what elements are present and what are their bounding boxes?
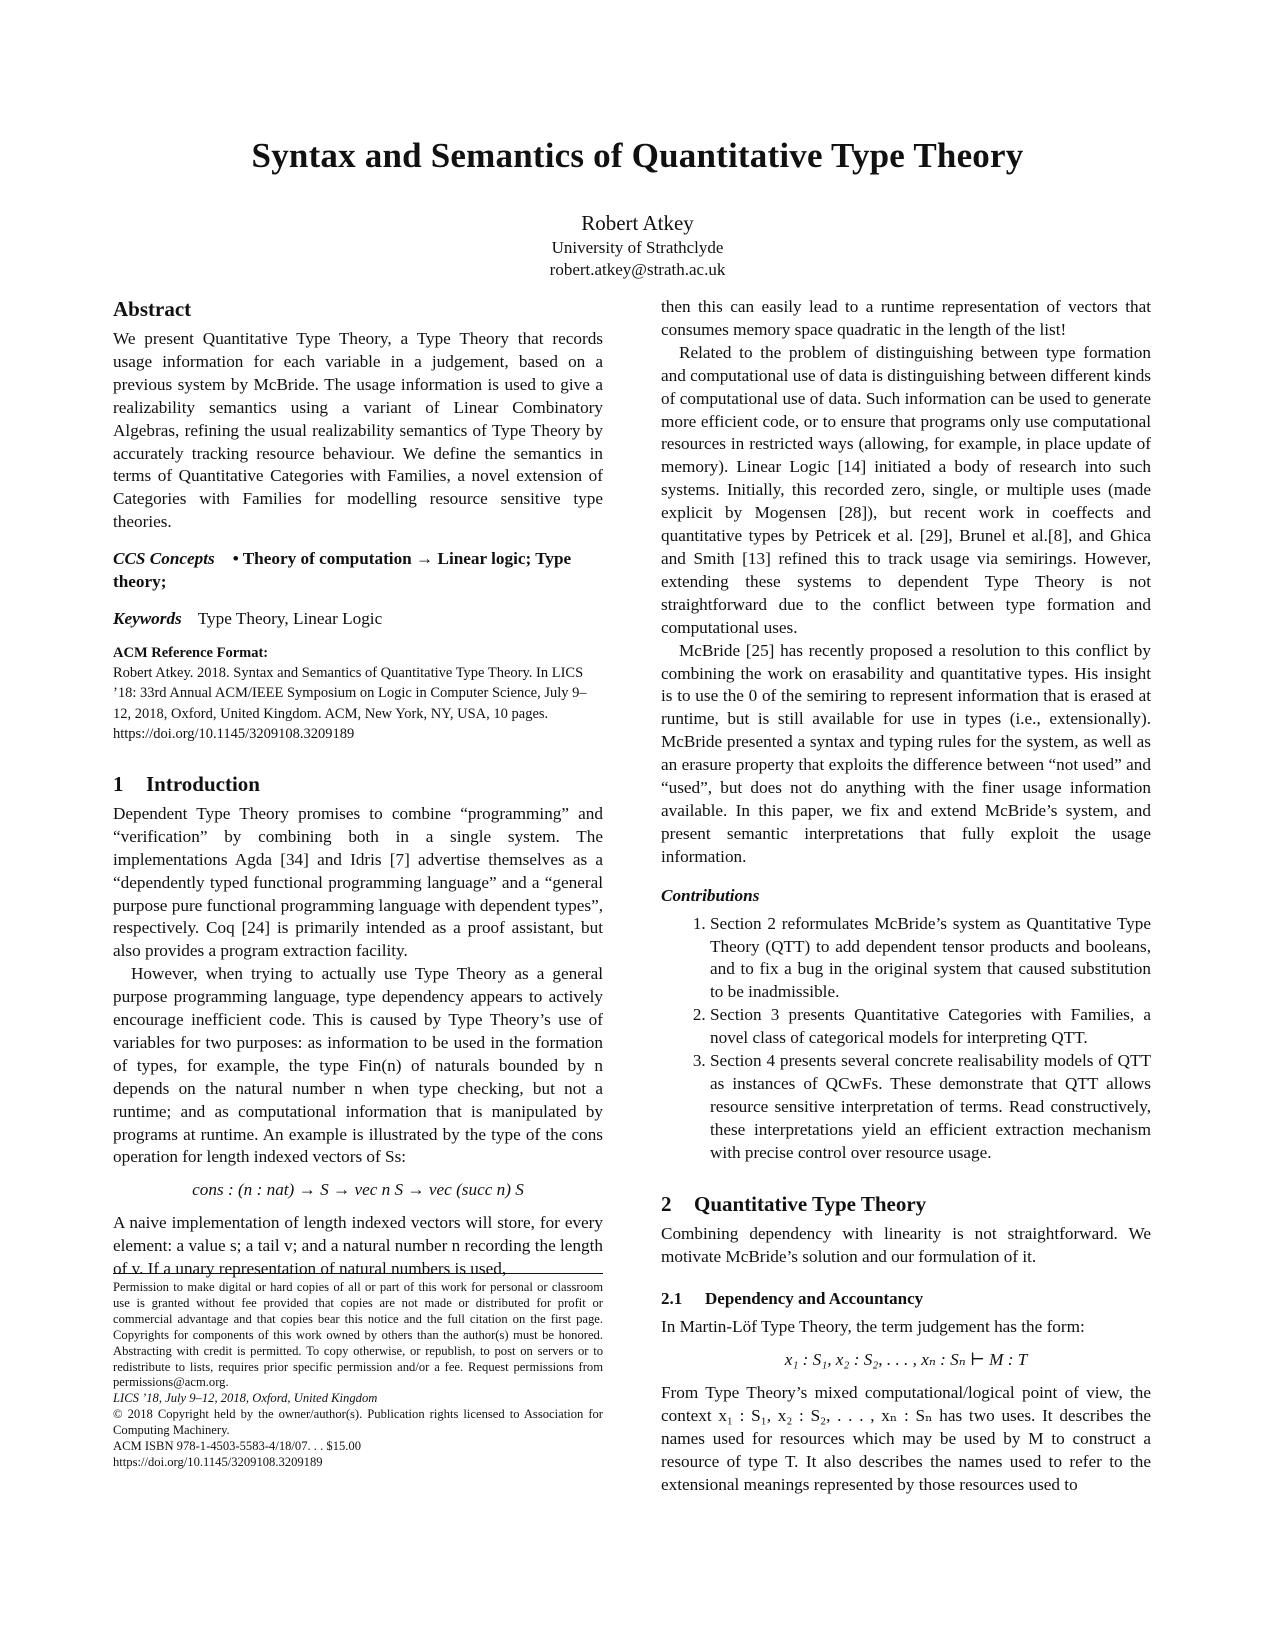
- cons-equation: cons : (n : nat) → S → vec n S → vec (succ n) S: [192, 1180, 524, 1200]
- left-column: [113, 296, 603, 1281]
- ccs-label: CCS Concepts: [113, 549, 215, 569]
- judgement-equation: x₁ : S₁, x₂ : S₂, . . . , xₙ : Sₙ ⊢ M : T: [784, 1350, 1028, 1370]
- contributions-heading: Contributions: [661, 885, 760, 905]
- section-2-paragraph-2: In Martin-Löf Type Theory, the term judgement has the form:: [661, 1317, 1085, 1337]
- permission-footnote: [113, 1273, 603, 1471]
- ccs-items: • Theory of computation → Linear logic; Type theory;: [113, 549, 572, 592]
- right-column: [661, 296, 1151, 1497]
- section-1-number: 1: [113, 771, 124, 796]
- contribution-item: 3. Section 4 presents several concrete realisability models of QTT as instances of QCwFs. These demonstrate that QTT allows resource sensitive interpretation of terms. Read constructively, these interpretations yield an efficient extraction mechanism with precise control over resource usage.: [710, 1050, 1151, 1165]
- acm-reference: [113, 644, 603, 745]
- subsection-2-1-heading: [661, 1288, 1151, 1310]
- intro-paragraph-3: A naive implementation of length indexed vectors will store, for every element: a value s; a tail v; and a natural number n recording the length of v. If a unary representation of natural numbers is used,: [113, 1213, 603, 1279]
- author-affiliation: University of Strathclyde: [551, 238, 724, 257]
- paper-title: Syntax and Semantics of Quantitative Type Theory: [251, 136, 1024, 175]
- ccs-concepts: [113, 548, 603, 594]
- footnote-copyright: © 2018 Copyright held by the owner/author(s). Publication rights licensed to Association for Computing Machinery.: [113, 1407, 603, 1438]
- section-1-title: Introduction: [146, 771, 260, 796]
- subsection-2-1-title: Dependency and Accountancy: [705, 1289, 924, 1309]
- section-2-paragraph-3: From Type Theory’s mixed computational/logical point of view, the context x₁ : S₁, x₂ : S₂, . . . , xₙ : Sₙ has two uses. It describes the names used for resources which may be used by M to construct a resource of type T. It also describes the names used to refer to the extensional meanings represented by those resources used to: [661, 1383, 1151, 1494]
- abstract-text: We present Quantitative Type Theory, a Type Theory that records usage information for each variable in a judgement, based on a previous system by McBride. The usage information is used to give a realizability semantics using a variant of Linear Combinatory Algebras, refining the usual realizability semantics of Type Theory by accurately tracking resource behaviour. We define the semantics in terms of Quantitative Categories with Families, a novel extension of Categories with Families for modelling resource sensitive type theories.: [113, 329, 603, 532]
- section-1-heading: [113, 771, 603, 798]
- section-2-paragraph-1: Combining dependency with linearity is not straightforward. We motivate McBride’s solution and our formulation of it.: [661, 1223, 1151, 1266]
- footnote-venue: LICS ’18, July 9–12, 2018, Oxford, United Kingdom: [113, 1391, 378, 1406]
- section-2-heading: [661, 1191, 1151, 1218]
- keywords-label: Keywords: [113, 608, 182, 628]
- section-2-title: Quantitative Type Theory: [694, 1191, 927, 1216]
- intro-paragraph-5: Related to the problem of distinguishing between type formation and computational use of data is distinguishing between different kinds of computational use of data. Such information can be used to generate more efficient code, or to ensure that programs only use computational resources in restricted ways (allowing, for example, in place update of memory). Linear Logic [14] initiated a body of research into such systems. Initially, this recorded zero, single, or multiple uses (made explicit by Mogensen [28]), but recent work in coeffects and quantitative types by Petricek et al. [29], Brunel et al.[8], and Ghica and Smith [13] refined this to track usage via semirings. However, extending these systems to dependent Type Theory is not straightforward due to the conflict between type formation and computational uses.: [661, 342, 1151, 637]
- section-2-number: 2: [661, 1191, 672, 1216]
- author-email: robert.atkey@strath.ac.uk: [549, 260, 726, 279]
- keywords-items: Type Theory, Linear Logic: [197, 608, 383, 628]
- intro-paragraph-1: Dependent Type Theory promises to combine “programming” and “verification” by combining both in a single system. The implementations Agda [34] and Idris [7] advertise themselves as a “dependently typed functional programming language” and a “general purpose pure functional programming language with dependent types”, respectively. Coq [24] is primarily intended as a proof assistant, but also provides a program extraction facility.: [113, 803, 603, 961]
- acm-reference-doi[interactable]: https://doi.org/10.1145/3209108.3209189: [113, 726, 355, 743]
- author-block: [0, 210, 1275, 281]
- footnote-permission: Permission to make digital or hard copies of all or part of this work for personal or classroom use is granted without fee provided that copies are not made or distributed for profit or commercial advantage and that copies bear this notice and the full citation on the first page. Copyrights for components of this work owned by others than the author(s) must be honored. Abstracting with credit is permitted. To copy otherwise, or republish, to post on servers or to redistribute to lists, requires prior specific permission and/or a fee. Request permissions from permissions@acm.org.: [113, 1280, 603, 1390]
- acm-reference-label: ACM Reference Format:: [113, 644, 269, 661]
- author-name: Robert Atkey: [581, 211, 694, 235]
- acm-reference-text: Robert Atkey. 2018. Syntax and Semantics of Quantitative Type Theory. In LICS ’18: 33rd Annual ACM/IEEE Symposium on Logic in Computer Science, July 9–12, 2018, Oxford, United Kingdom. ACM, New York, NY, USA, 10 pages.: [113, 664, 587, 722]
- abstract-heading: Abstract: [113, 297, 192, 321]
- footnote-isbn: ACM ISBN 978-1-4503-5583-4/18/07. . . $15.00: [113, 1439, 362, 1454]
- intro-paragraph-6: McBride [25] has recently proposed a resolution to this conflict by combining the work on erasability and quantitative types. His insight is to use the 0 of the semiring to represent information that is erased at runtime, but is still available for use in types (i.e., extensionally). McBride presented a syntax and typing rules for the system, as well as an erasure property that exploits the difference between “not used” and “used”, but does not do anything with the finer usage information available. In this paper, we fix and extend McBride’s system, and present semantic interpretations that fully exploit the usage information.: [661, 640, 1151, 866]
- contribution-item: 1. Section 2 reformulates McBride’s system as Quantitative Type Theory (QTT) to add dependent tensor products and booleans, and to fix a bug in the original system that caused substitution to be inadmissible.: [710, 913, 1151, 1005]
- keywords: [113, 608, 603, 631]
- subsection-2-1-number: 2.1: [661, 1289, 683, 1309]
- contributions-list: [661, 913, 1151, 1165]
- intro-paragraph-4: then this can easily lead to a runtime representation of vectors that consumes memory space quadratic in the length of the list!: [661, 297, 1151, 339]
- intro-paragraph-2: However, when trying to actually use Type Theory as a general purpose programming language, type dependency appears to actively encourage inefficient code. This is caused by Type Theory’s use of variables for two purposes: as information to be used in the formation of types, for example, the type Fin(n) of naturals bounded by n depends on the natural number n when type checking, but not a runtime; and as computational information that is manipulated by programs at runtime. An example is illustrated by the type of the cons operation for length indexed vectors of Ss:: [113, 964, 603, 1167]
- contribution-item: 2. Section 3 presents Quantitative Categories with Families, a novel class of categorical models for interpreting QTT.: [710, 1004, 1151, 1050]
- footnote-doi[interactable]: https://doi.org/10.1145/3209108.3209189: [113, 1454, 323, 1469]
